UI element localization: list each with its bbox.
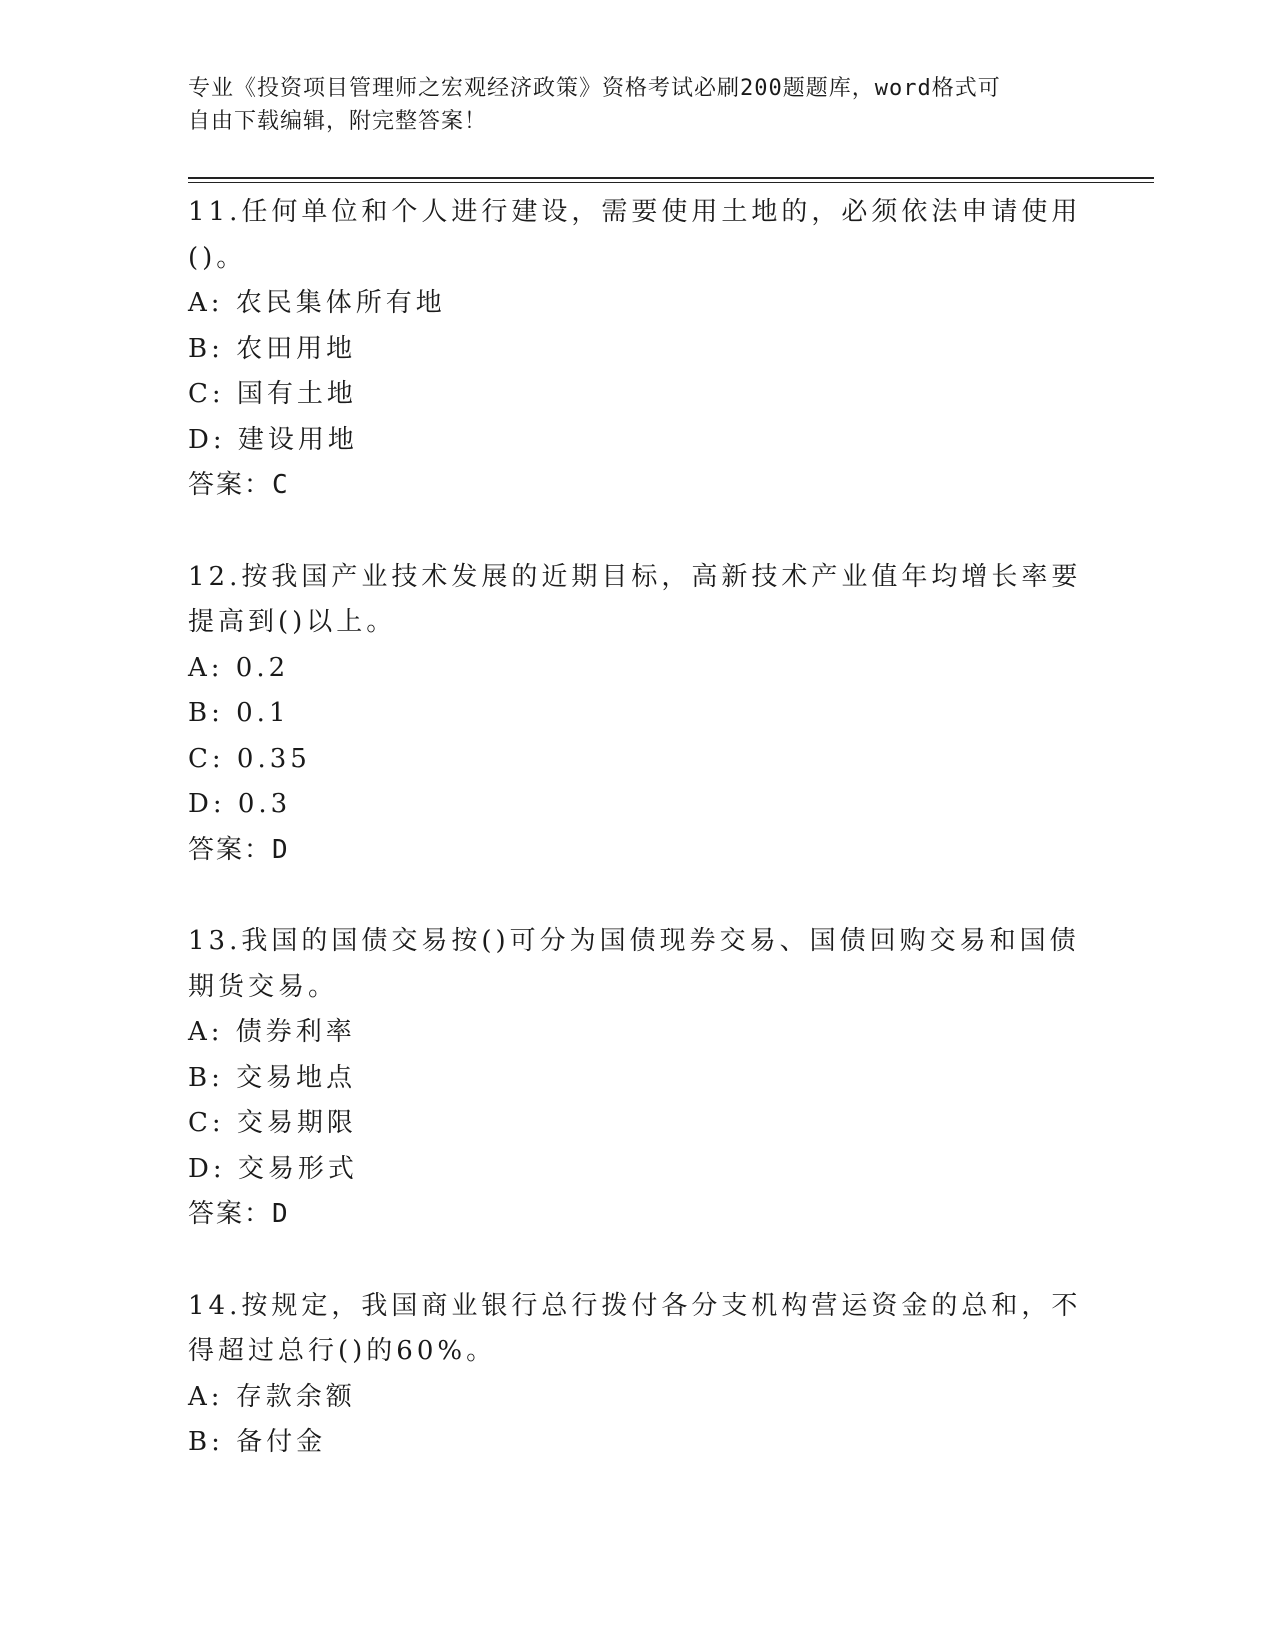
option-d: D: 建设用地 <box>188 424 358 455</box>
question-14 <box>188 1284 1088 1466</box>
header-line-1: 专业《投资项目管理师之宏观经济政策》资格考试必刷200题题库，word格式可 <box>188 76 1001 101</box>
option-a: A: 农民集体所有地 <box>188 288 446 318</box>
option-b: B: 备付金 <box>188 1427 327 1457</box>
option-a: A: 0.2 <box>188 652 290 683</box>
option-b: B: 交易地点 <box>188 1062 357 1093</box>
header-divider-thin <box>188 182 1154 183</box>
option-a: A: 债券利率 <box>188 1017 356 1047</box>
answer: 答案：D <box>188 1199 290 1229</box>
option-c: C: 0.35 <box>188 743 311 774</box>
question-text: 13.我国的国债交易按()可分为国债现券交易、国债回购交易和国债期货交易。 <box>188 926 1080 1002</box>
question-list <box>188 190 1088 1512</box>
answer: 答案：C <box>188 470 290 500</box>
option-d: D: 交易形式 <box>188 1153 358 1184</box>
option-c: C: 交易期限 <box>188 1108 357 1138</box>
header-line-2: 自由下载编辑，附完整答案！ <box>188 109 488 134</box>
question-11 <box>188 190 1088 509</box>
option-a: A: 存款余额 <box>188 1381 356 1412</box>
header-divider-thick <box>188 177 1154 179</box>
question-text: 11.任何单位和个人进行建设，需要使用土地的，必须依法申请使用()。 <box>188 197 1082 273</box>
question-12 <box>188 555 1088 874</box>
option-b: B: 0.1 <box>188 698 290 728</box>
question-text: 12.按我国产业技术发展的近期目标，高新技术产业值年均增长率要提高到()以上。 <box>188 561 1082 637</box>
option-b: B: 农田用地 <box>188 333 357 364</box>
option-d: D: 0.3 <box>188 789 292 819</box>
question-text: 14.按规定，我国商业银行总行拨付各分支机构营运资金的总和，不得超过总行()的60%。 <box>188 1290 1082 1366</box>
document-header <box>188 72 1088 138</box>
answer: 答案：D <box>188 834 290 865</box>
question-13 <box>188 919 1088 1238</box>
option-c: C: 国有土地 <box>188 379 357 409</box>
